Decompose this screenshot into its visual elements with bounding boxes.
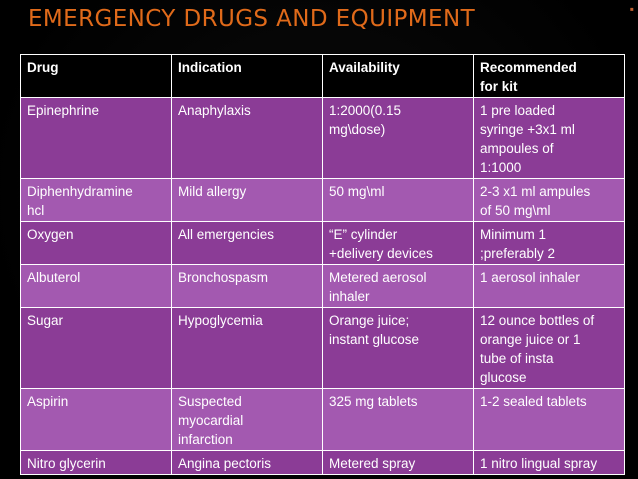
cell-indication: Hypoglycemia xyxy=(172,308,323,389)
header-availability: Availability xyxy=(323,55,474,98)
cell-drug: Aspirin xyxy=(21,389,172,451)
cell-indication: Suspected myocardial infarction xyxy=(172,389,323,451)
cell-availability: “E” cylinder +delivery devices xyxy=(323,222,474,265)
table-row xyxy=(21,389,625,451)
corner-mark: ▪ xyxy=(629,2,634,16)
table-row xyxy=(21,179,625,222)
cell-drug: Nitro glycerin xyxy=(21,451,172,475)
cell-recommended: 12 ounce bottles of orange juice or 1 tube of insta glucose xyxy=(474,308,625,389)
cell-availability: 1:2000(0.15 mg\dose) xyxy=(323,98,474,179)
emergency-drugs-table xyxy=(20,54,625,475)
header-drug: Drug xyxy=(21,55,172,98)
cell-indication: Mild allergy xyxy=(172,179,323,222)
cell-availability: Metered aerosol inhaler xyxy=(323,265,474,308)
header-recommended-for-kit: Recommended for kit xyxy=(474,55,625,98)
table-row xyxy=(21,451,625,475)
cell-recommended: 1 aerosol inhaler xyxy=(474,265,625,308)
table-row xyxy=(21,222,625,265)
cell-recommended: 1 pre loaded syringe +3x1 ml ampoules of 1:1000 xyxy=(474,98,625,179)
cell-availability: Orange juice; instant glucose xyxy=(323,308,474,389)
cell-indication: Angina pectoris xyxy=(172,451,323,475)
cell-drug: Albuterol xyxy=(21,265,172,308)
slide-title: EMERGENCY DRUGS AND EQUIPMENT xyxy=(28,6,476,32)
cell-drug: Diphenhydramine hcl xyxy=(21,179,172,222)
cell-recommended: Minimum 1 ;preferably 2 xyxy=(474,222,625,265)
cell-indication: All emergencies xyxy=(172,222,323,265)
cell-drug: Epinephrine xyxy=(21,98,172,179)
cell-recommended: 1 nitro lingual spray xyxy=(474,451,625,475)
cell-availability: Metered spray xyxy=(323,451,474,475)
cell-recommended: 2-3 x1 ml ampules of 50 mg\ml xyxy=(474,179,625,222)
header-indication: Indication xyxy=(172,55,323,98)
table-row xyxy=(21,98,625,179)
table-header-row xyxy=(21,55,625,98)
cell-recommended: 1-2 sealed tablets xyxy=(474,389,625,451)
cell-indication: Anaphylaxis xyxy=(172,98,323,179)
cell-drug: Sugar xyxy=(21,308,172,389)
cell-availability: 50 mg\ml xyxy=(323,179,474,222)
table-row xyxy=(21,265,625,308)
cell-drug: Oxygen xyxy=(21,222,172,265)
cell-availability: 325 mg tablets xyxy=(323,389,474,451)
table-row xyxy=(21,308,625,389)
cell-indication: Bronchospasm xyxy=(172,265,323,308)
